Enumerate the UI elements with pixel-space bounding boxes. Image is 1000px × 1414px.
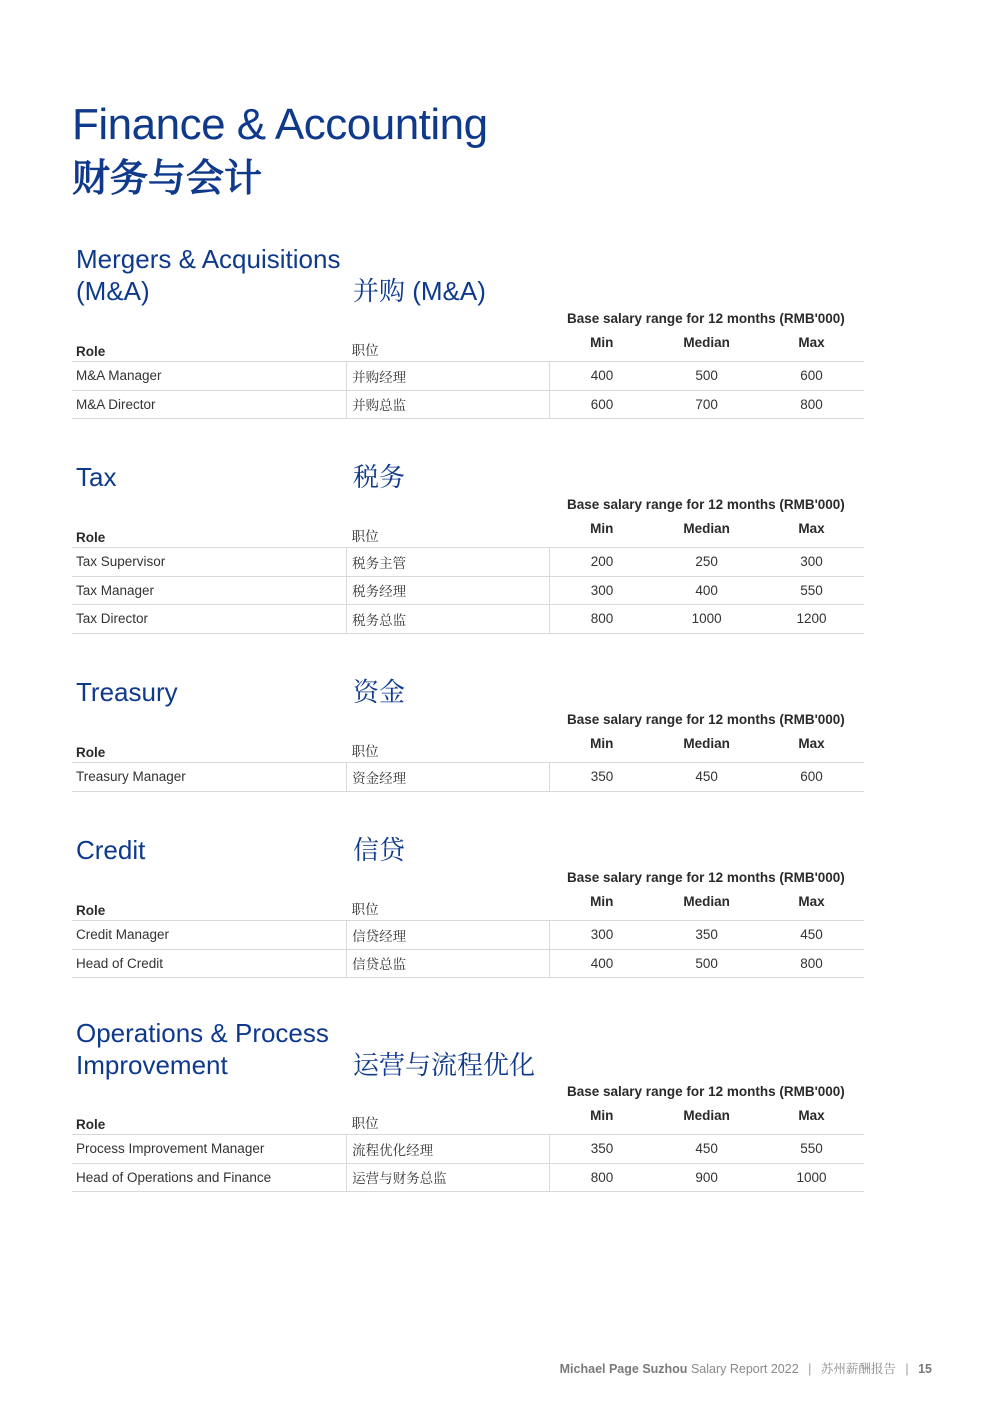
role-cell: Tax Supervisor: [76, 554, 166, 570]
role-zh-cell: 税务主管: [347, 548, 550, 577]
min-header: Min: [590, 521, 614, 536]
section-title-zh: 资金: [353, 677, 406, 707]
table-row: [72, 1135, 864, 1164]
max-cell: 550: [800, 1141, 823, 1157]
page-title: [72, 100, 488, 204]
role-header: Role: [76, 903, 106, 918]
role-header: Role: [76, 530, 106, 545]
role-cell: Treasury Manager: [76, 769, 186, 785]
role-cell: M&A Manager: [76, 368, 162, 384]
role-zh-header: 职位: [351, 902, 379, 917]
section-heading: [72, 461, 864, 493]
median-cell: 450: [695, 1141, 718, 1157]
min-cell: 350: [549, 763, 654, 792]
median-header: Median: [683, 894, 730, 909]
median-header: Median: [683, 1108, 730, 1123]
table-row: [72, 763, 864, 792]
role-zh-cell: 税务总监: [347, 605, 550, 634]
role-zh-header: 职位: [351, 1116, 379, 1131]
section-title-en: Operations & Process Improvement: [76, 1018, 329, 1080]
page-title-zh: 财务与会计: [72, 158, 263, 200]
role-cell: Head of Operations and Finance: [76, 1169, 272, 1185]
table-row: [72, 576, 864, 605]
section-heading: [72, 1017, 864, 1081]
max-cell: 800: [800, 396, 823, 412]
median-cell: 900: [695, 1169, 718, 1185]
footer-separator: |: [905, 1362, 909, 1376]
max-header: Max: [798, 1108, 825, 1123]
salary-range-caption: Base salary range for 12 months (RMB'000): [567, 1084, 845, 1099]
table-row: [72, 949, 864, 978]
median-cell: 350: [695, 927, 718, 943]
section-title-zh: 税务: [353, 462, 406, 492]
salary-table: [72, 1106, 864, 1192]
section-title-zh: 运营与流程优化: [353, 1050, 536, 1080]
median-header: Median: [683, 335, 730, 350]
table-row: [72, 1163, 864, 1192]
section-credit: [72, 834, 864, 984]
role-cell: Head of Credit: [76, 955, 164, 971]
min-header: Min: [590, 335, 614, 350]
section-mergers-acquisitions: [72, 243, 864, 423]
max-header: Max: [798, 736, 825, 751]
max-header: Max: [798, 335, 825, 350]
max-header: Max: [798, 521, 825, 536]
role-zh-cell: 并购总监: [347, 390, 550, 419]
table-row: [72, 605, 864, 634]
section-title-en: Mergers & Acquisitions (M&A): [76, 244, 341, 306]
max-cell: 450: [800, 927, 823, 943]
salary-table: [72, 734, 864, 792]
min-cell: 200: [549, 548, 654, 577]
role-zh-cell: 资金经理: [347, 763, 550, 792]
table-row: [72, 548, 864, 577]
section-tax: [72, 461, 864, 641]
min-cell: 400: [549, 362, 654, 391]
footer-report: Salary Report 2022: [690, 1362, 799, 1376]
footer-brand: Michael Page Suzhou: [559, 1362, 688, 1376]
median-cell: 500: [695, 955, 718, 971]
salary-range-caption: Base salary range for 12 months (RMB'000): [567, 311, 845, 326]
min-cell: 800: [549, 605, 654, 634]
median-header: Median: [683, 736, 730, 751]
min-cell: 350: [549, 1135, 654, 1164]
table-row: [72, 921, 864, 950]
role-cell: Tax Manager: [76, 582, 155, 598]
table-row: [72, 362, 864, 391]
salary-table: [72, 333, 864, 419]
max-cell: 600: [800, 769, 823, 785]
median-cell: 250: [695, 554, 718, 570]
page-number: 15: [918, 1362, 932, 1376]
min-cell: 300: [549, 576, 654, 605]
salary-range-caption: Base salary range for 12 months (RMB'000): [567, 497, 845, 512]
max-cell: 600: [800, 368, 823, 384]
section-title-en: Credit: [76, 835, 146, 865]
max-cell: 800: [800, 955, 823, 971]
median-header: Median: [683, 521, 730, 536]
page-footer: [560, 1359, 932, 1377]
section-title-en: Tax: [76, 462, 117, 492]
min-cell: 300: [549, 921, 654, 950]
median-cell: 1000: [691, 611, 722, 627]
role-zh-cell: 信贷经理: [347, 921, 550, 950]
role-zh-cell: 运营与财务总监: [347, 1163, 550, 1192]
median-cell: 450: [695, 769, 718, 785]
footer-report-zh: 苏州薪酬报告: [820, 1362, 896, 1376]
role-zh-cell: 信贷总监: [347, 949, 550, 978]
median-cell: 400: [695, 582, 718, 598]
section-title-en: Treasury: [76, 677, 178, 707]
role-zh-cell: 税务经理: [347, 576, 550, 605]
salary-table: [72, 892, 864, 978]
footer-separator: |: [808, 1362, 812, 1376]
median-cell: 500: [695, 368, 718, 384]
page-title-en: Finance & Accounting: [72, 100, 488, 149]
min-header: Min: [590, 894, 614, 909]
role-cell: Process Improvement Manager: [76, 1141, 265, 1157]
median-cell: 700: [695, 396, 718, 412]
min-cell: 400: [549, 949, 654, 978]
section-heading: [72, 676, 864, 708]
max-header: Max: [798, 894, 825, 909]
role-zh-cell: 流程优化经理: [347, 1135, 550, 1164]
salary-range-caption: Base salary range for 12 months (RMB'000): [567, 712, 845, 727]
role-zh-header: 职位: [351, 529, 379, 544]
role-header: Role: [76, 344, 106, 359]
salary-table: [72, 519, 864, 634]
section-title-zh: 信贷: [353, 835, 406, 865]
role-zh-header: 职位: [351, 744, 379, 759]
role-header: Role: [76, 1117, 106, 1132]
section-heading: [72, 834, 864, 866]
section-operations-process-improvement: [72, 1017, 864, 1197]
min-cell: 800: [549, 1163, 654, 1192]
role-cell: Credit Manager: [76, 927, 170, 943]
role-zh-cell: 并购经理: [347, 362, 550, 391]
section-heading: [72, 243, 864, 307]
section-title-zh: 并购 (M&A): [353, 276, 486, 306]
salary-range-caption: Base salary range for 12 months (RMB'000): [567, 870, 845, 885]
section-treasury: [72, 676, 864, 796]
min-cell: 600: [549, 390, 654, 419]
max-cell: 550: [800, 582, 823, 598]
role-zh-header: 职位: [351, 343, 379, 358]
role-cell: M&A Director: [76, 396, 156, 412]
role-cell: Tax Director: [76, 611, 149, 627]
max-cell: 1000: [796, 1169, 827, 1185]
table-row: [72, 390, 864, 419]
role-header: Role: [76, 745, 106, 760]
min-header: Min: [590, 1108, 614, 1123]
max-cell: 300: [800, 554, 823, 570]
max-cell: 1200: [796, 611, 827, 627]
min-header: Min: [590, 736, 614, 751]
